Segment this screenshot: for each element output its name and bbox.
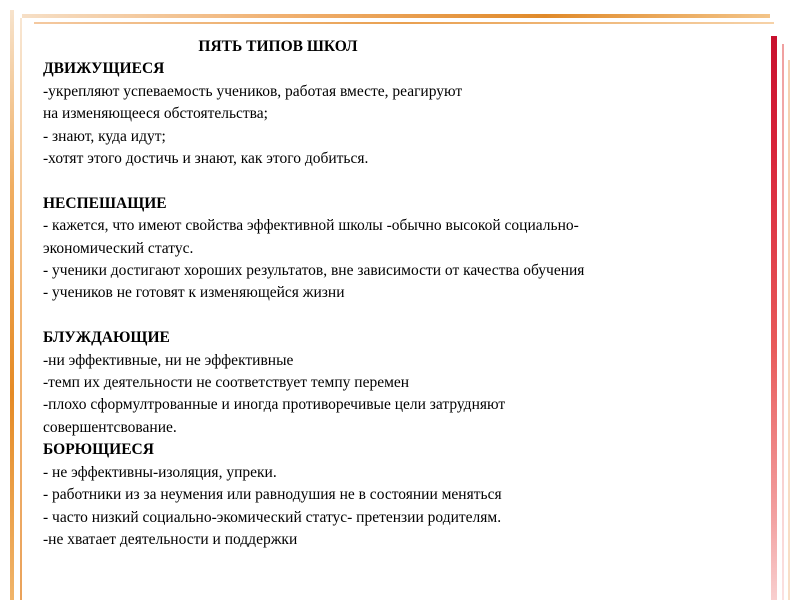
section-wandering xyxy=(43,327,763,439)
left-decor-line xyxy=(10,10,14,600)
spacer xyxy=(43,170,763,192)
slide-title: ПЯТЬ ТИПОВ ШКОЛ xyxy=(198,38,358,55)
right-decor-line-faint xyxy=(788,60,790,600)
top-decor-line xyxy=(22,14,770,18)
section-line: экономический статус. xyxy=(43,239,194,257)
section-line: - работники из за неумения или равнодушия не в состоянии меняться xyxy=(43,486,502,504)
section-struggling xyxy=(43,439,763,551)
section-line: - учеников не готовят к изменяющейся жизни xyxy=(43,284,345,302)
section-line: - не эффективны-изоляция, упреки. xyxy=(43,463,277,481)
section-line: -не хватает деятельности и поддержки xyxy=(43,530,298,548)
section-line: -ни эффективные, ни не эффективные xyxy=(43,351,294,369)
section-line: -хотят этого достичь и знают, как этого добиться. xyxy=(43,150,369,168)
slide-content xyxy=(43,36,763,551)
section-line: -укрепляют успеваемость учеников, работая вместе, реагируют xyxy=(43,82,463,100)
section-unhurried xyxy=(43,193,763,305)
right-decor-bar xyxy=(771,36,777,600)
section-line: на изменяющееся обстоятельства; xyxy=(43,105,268,123)
spacer xyxy=(43,305,763,327)
section-line: - кажется, что имеют свойства эффективной школы -обычно высокой социально- xyxy=(43,217,579,235)
section-line: совершентсвование. xyxy=(43,418,177,436)
section-line: -плохо сформултрованные и иногда противоречивые цели затрудняют xyxy=(43,396,506,414)
top-decor-line-thin xyxy=(34,22,774,24)
left-decor-line-thin xyxy=(20,18,22,600)
section-line: - часто низкий социально-экомический статус- претензии родителям. xyxy=(43,508,502,526)
section-line: -темп их деятельности не соответствует темпу перемен xyxy=(43,374,410,392)
section-moving xyxy=(43,58,763,170)
section-line: - ученики достигают хороших результатов, вне зависимости от качества обучения xyxy=(43,262,585,280)
section-heading: НЕСПЕШАЩИЕ xyxy=(43,194,167,212)
section-heading: БЛУЖДАЮЩИЕ xyxy=(43,329,170,347)
section-line: - знают, куда идут; xyxy=(43,127,166,145)
section-heading: БОРЮЩИЕСЯ xyxy=(43,441,154,459)
right-decor-line-thin xyxy=(782,44,784,600)
section-heading: ДВИЖУЩИЕСЯ xyxy=(43,60,165,78)
